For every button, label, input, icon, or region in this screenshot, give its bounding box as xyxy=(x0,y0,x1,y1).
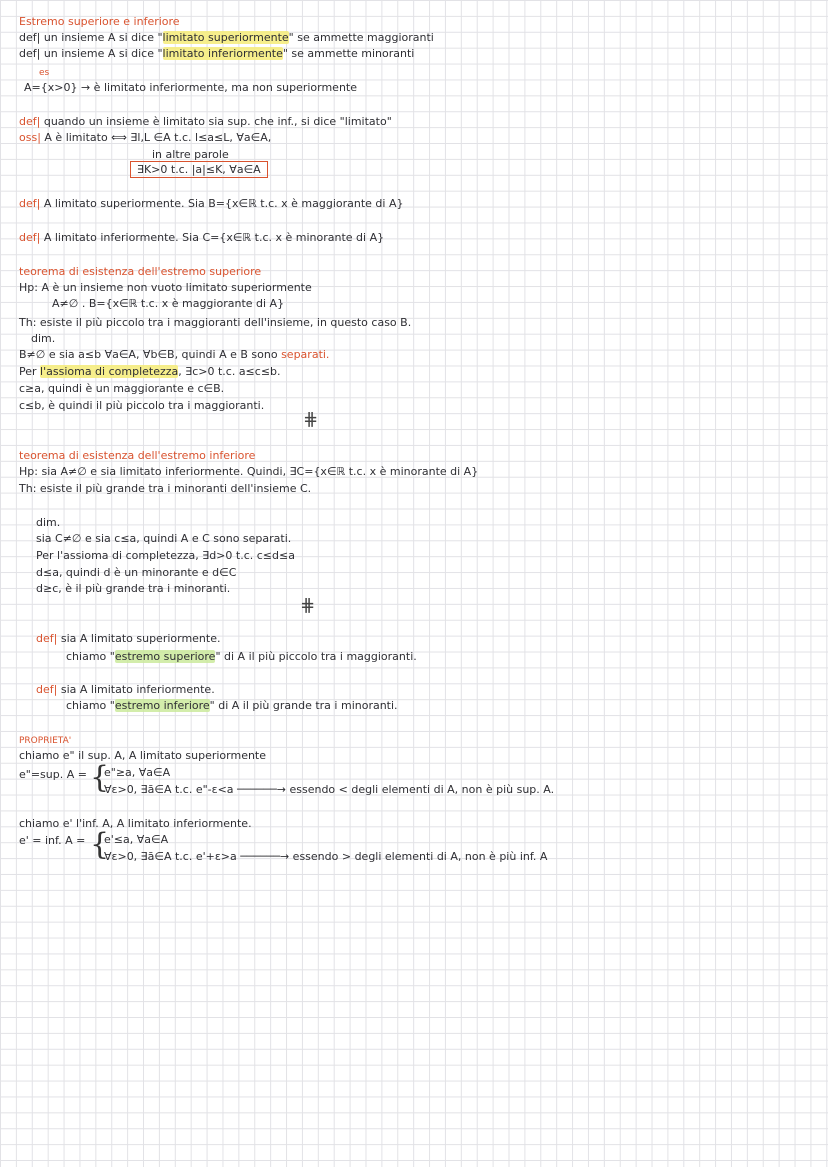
definition-text: A limitato superiormente. Sia B={x∈ℝ t.c. x è maggiorante di A} xyxy=(40,197,404,210)
in-other-words: in altre parole xyxy=(152,148,229,161)
definition-set-b xyxy=(19,197,404,211)
proof-line-4: d≥c, è il più grande tra i minoranti. xyxy=(36,582,231,595)
property-sup-case-1: e"≥a, ∀a∈A xyxy=(104,766,171,779)
theorem-inf-thesis: Th: esiste il più grande tra i minoranti dell'insieme C. xyxy=(19,482,312,495)
def-tag: def| xyxy=(19,197,41,210)
definition-text: chiamo " xyxy=(66,650,115,663)
properties-title: PROPRIETA' xyxy=(19,736,72,746)
proof-line-2: Per l'assioma di completezza, ∃d>0 t.c. c≤d≤a xyxy=(36,549,295,562)
definition-sup-name xyxy=(66,650,417,664)
proof-line-1 xyxy=(19,348,329,362)
example-tag: es xyxy=(39,68,50,78)
proof-line-3: c≥a, quindi è un maggiorante e c∈B. xyxy=(19,382,225,395)
separated-term: separati. xyxy=(281,348,330,361)
def-tag: def| xyxy=(36,683,58,696)
brace-symbol: { xyxy=(90,760,110,795)
property-sup-lhs: e"=sup. A = xyxy=(19,768,87,781)
definition-inf-name xyxy=(66,699,398,713)
proof-line-4: c≤b, è quindi il più piccolo tra i maggioranti. xyxy=(19,399,265,412)
highlight-term: estremo superiore xyxy=(114,650,216,663)
proof-text: , ∃c>0 t.c. a≤c≤b. xyxy=(178,365,281,378)
definition-text: def| un insieme A si dice " xyxy=(19,47,163,60)
property-inf-lhs: e' = inf. A = xyxy=(19,834,86,847)
definition-text: " di A il più grande tra i minoranti. xyxy=(209,699,398,712)
property-inf-case-1: e'≤a, ∀a∈A xyxy=(104,833,169,846)
property-sup-intro: chiamo e" il sup. A, A limitato superiormente xyxy=(19,749,267,762)
property-sup-case-2: ∀ε>0, ∃ā∈A t.c. e"-ε<a ──────→ essendo < degli elementi di A, non è più sup. A. xyxy=(104,783,555,796)
qed-mark: ⋕ xyxy=(300,595,316,616)
proof-text: Per xyxy=(19,365,41,378)
def-tag: def| xyxy=(19,115,41,128)
highlight-term: l'assioma di completezza xyxy=(40,365,179,378)
definition-limited xyxy=(19,115,392,129)
highlight-term: estremo inferiore xyxy=(114,699,210,712)
boxed-formula xyxy=(130,163,268,177)
theorem-sup-hypothesis-2: A≠∅ . B={x∈ℝ t.c. x è maggiorante di A} xyxy=(52,297,285,310)
proof-label: dim. xyxy=(31,332,56,345)
def-tag: def| xyxy=(19,231,41,244)
definition-inf xyxy=(36,683,215,697)
qed-mark: ⋕ xyxy=(303,409,319,430)
definition-text: quando un insieme è limitato sia sup. che inf., si dice "limitato" xyxy=(40,115,392,128)
definition-set-c xyxy=(19,231,384,245)
definition-limited-above xyxy=(19,31,434,45)
proof-text: B≠∅ e sia a≤b ∀a∈A, ∀b∈B, quindi A e B sono xyxy=(19,348,282,361)
proof-line-2 xyxy=(19,365,281,379)
highlight-term: limitato superiormente xyxy=(162,31,289,44)
proof-label: dim. xyxy=(36,516,61,529)
definition-text: sia A limitato inferiormente. xyxy=(57,683,215,696)
brace-symbol: { xyxy=(90,827,110,862)
boxed-formula-text: ∃K>0 t.c. |a|≤K, ∀a∈A xyxy=(130,161,268,178)
definition-text: def| un insieme A si dice " xyxy=(19,31,163,44)
definition-text: " se ammette minoranti xyxy=(282,47,415,60)
definition-text: " se ammette maggioranti xyxy=(288,31,434,44)
property-inf-case-2: ∀ε>0, ∃ā∈A t.c. e'+ε>a ──────→ essendo > degli elementi di A, non è più inf. A xyxy=(104,850,548,863)
oss-tag: oss| xyxy=(19,131,41,144)
definition-text: chiamo " xyxy=(66,699,115,712)
definition-sup xyxy=(36,632,221,646)
page-title: Estremo superiore e inferiore xyxy=(19,15,180,28)
proof-line-3: d≤a, quindi d è un minorante e d∈C xyxy=(36,566,237,579)
example-line: A={x>0} → è limitato inferiormente, ma non superiormente xyxy=(24,81,357,94)
theorem-sup-hypothesis: Hp: A è un insieme non vuoto limitato superiormente xyxy=(19,281,312,294)
observation xyxy=(19,131,271,145)
theorem-inf-title: teorema di esistenza dell'estremo inferiore xyxy=(19,449,256,462)
highlight-term: limitato inferiormente xyxy=(162,47,283,60)
observation-text: A è limitato ⟺ ∃l,L ∈A t.c. l≤a≤L, ∀a∈A, xyxy=(40,131,272,144)
definition-limited-below xyxy=(19,47,414,61)
theorem-sup-title: teorema di esistenza dell'estremo superiore xyxy=(19,265,262,278)
definition-text: A limitato inferiormente. Sia C={x∈ℝ t.c. x è minorante di A} xyxy=(40,231,385,244)
theorem-inf-hypothesis: Hp: sia A≠∅ e sia limitato inferiormente. Quindi, ∃C={x∈ℝ t.c. x è minorante di A} xyxy=(19,465,479,478)
theorem-sup-thesis: Th: esiste il più piccolo tra i maggioranti dell'insieme, in questo caso B. xyxy=(19,316,412,329)
property-inf-intro: chiamo e' l'inf. A, A limitato inferiormente. xyxy=(19,817,252,830)
definition-text: " di A il più piccolo tra i maggioranti. xyxy=(215,650,417,663)
definition-text: sia A limitato superiormente. xyxy=(57,632,221,645)
def-tag: def| xyxy=(36,632,58,645)
proof-line-1: sia C≠∅ e sia c≤a, quindi A e C sono separati. xyxy=(36,532,292,545)
